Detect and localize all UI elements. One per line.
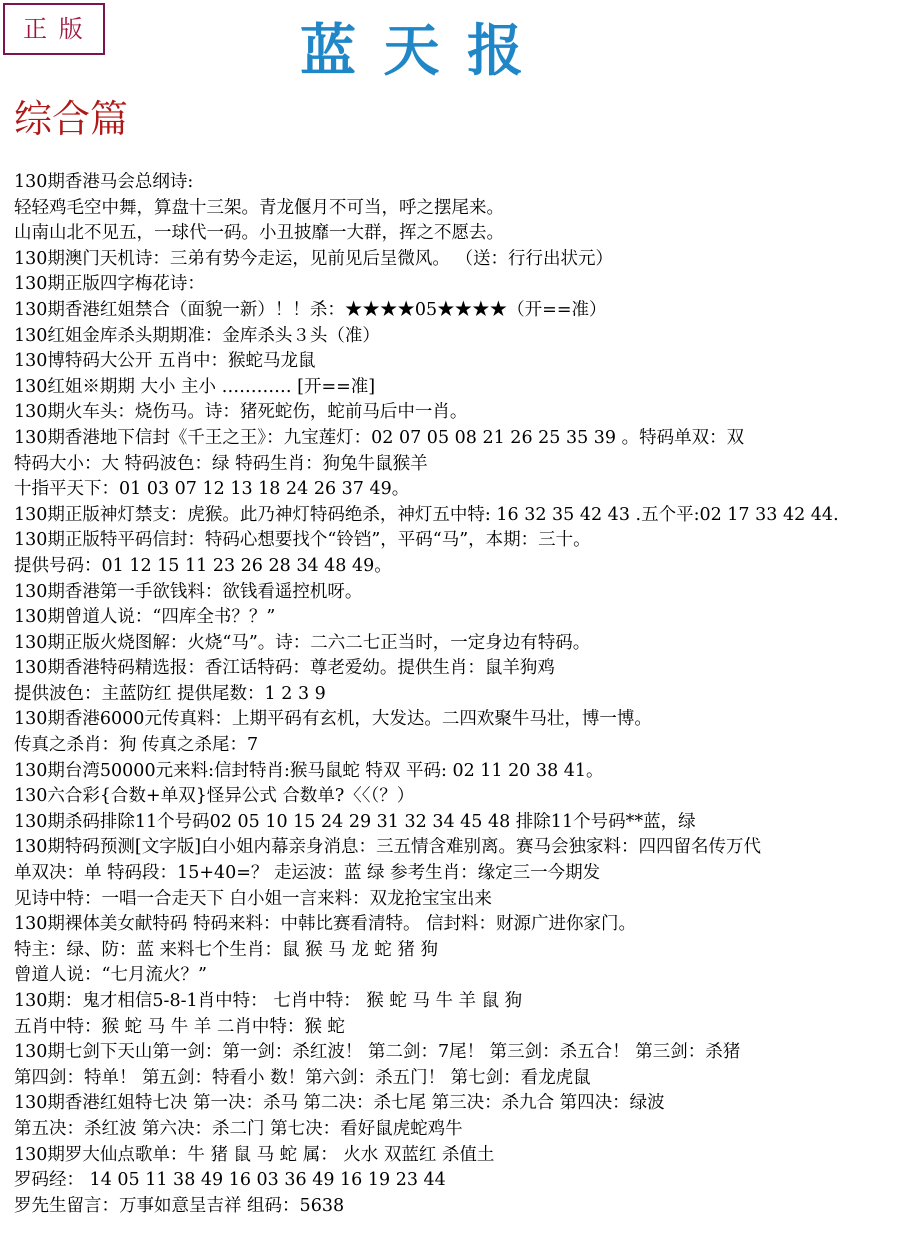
text-line: 130期曾道人说：“四库全书？？” xyxy=(14,607,276,628)
text-line: 130期正版特平码信封：特码心想要找个“铃铛”，平码“马”，本期：三十。 xyxy=(14,530,591,551)
text-line: 130期香港红姐特七决 第一决：杀马 第二决：杀七尾 第三决：杀九合 第四决：绿波 xyxy=(14,1093,665,1114)
newspaper-title: 蓝 天 报 xyxy=(300,18,527,84)
text-line: 提供号码：01 12 15 11 23 26 28 34 48 49。 xyxy=(14,555,392,576)
text-line: 五肖中特：猴 蛇 马 牛 羊 二肖中特：猴 蛇 xyxy=(14,1016,345,1037)
text-line: 130期七剑下天山第一剑：第一剑：杀红波！ 第二剑：7尾！ 第三剑：杀五合！ 第三剑：杀猪 xyxy=(14,1042,741,1063)
text-line: 曾道人说：“七月流火？” xyxy=(14,965,207,986)
text-line: 130博特码大公开 五肖中：猴蛇马龙鼠 xyxy=(14,351,316,372)
text-line: 130期杀码排除11个号码02 05 10 15 24 29 31 32 34 45 48 排除11个号码**蓝，绿 xyxy=(14,811,696,832)
text-line: 轻轻鸡毛空中舞，算盘十三架。青龙偃月不可当，呼之摆尾来。 xyxy=(14,197,504,218)
text-line: 130期澳门天机诗：三弟有势今走运，见前见后呈微风。 （送：行行出状元） xyxy=(14,248,613,269)
text-line: 传真之杀肖：狗 传真之杀尾：7 xyxy=(14,735,259,756)
text-line: 130红姐※期期 大小 主小 ………… [开==准] xyxy=(14,376,376,397)
text-line: 130期正版神灯禁支：虎猴。此乃神灯特码绝杀，神灯五中特: 16 32 35 42 43 .五个平:02 17 33 42 44. xyxy=(14,504,839,525)
text-line: 130期香港马会总纲诗: xyxy=(14,172,194,192)
text-line: 130期香港红姐禁合（面貌一新）！！杀：★★★★05★★★★（开==准） xyxy=(14,299,607,320)
text-line: 130期：鬼才相信5-8-1肖中特： 七肖中特： 猴 蛇 马 牛 羊 鼠 狗 xyxy=(14,991,523,1011)
content-lines xyxy=(14,170,900,1219)
text-line: 130期香港第一手欲钱料：欲钱看遥控机呀。 xyxy=(14,581,363,602)
text-line: 单双决：单 特码段：15+40=？ 走运波：蓝 绿 参考生肖：缘定三一今期发 xyxy=(14,863,601,884)
section-heading: 综合篇 xyxy=(14,97,129,141)
text-line: 130期香港特码精选报：香江话特码：尊老爱幼。提供生肖：鼠羊狗鸡 xyxy=(14,658,555,679)
text-line: 130红姐金库杀头期期准：金库杀头３头（准） xyxy=(14,325,380,346)
text-line: 山南山北不见五，一球代一码。小丑披靡一大群，挥之不愿去。 xyxy=(14,223,504,244)
text-line: 见诗中特：一唱一合走天下 白小姐一言来料：双龙抢宝宝出来 xyxy=(14,888,493,909)
text-line: 第五决：杀红波 第六决：杀二门 第七决：看好鼠虎蛇鸡牛 xyxy=(14,1118,463,1139)
text-line: 第四剑：特单！ 第五剑：特看小 数！第六剑：杀五门！ 第七剑：看龙虎鼠 xyxy=(14,1067,591,1088)
text-line: 130期裸体美女献特码 特码来料：中韩比赛看清特。 信封料：财源广进你家门。 xyxy=(14,914,637,935)
text-line: 罗先生留言：万事如意呈吉祥 组码：5638 xyxy=(14,1195,345,1216)
text-line: 十指平天下：01 03 07 12 13 18 24 26 37 49。 xyxy=(14,479,410,500)
text-line: 130期台湾50000元来料:信封特肖:猴马鼠蛇 特双 平码: 02 11 20 38 41。 xyxy=(14,760,604,781)
text-line: 罗码经： 14 05 11 38 49 16 03 36 49 16 19 23 44 xyxy=(14,1170,446,1191)
text-line: 130六合彩{合数+单双}怪异公式 合数单?〈〈（？） xyxy=(14,786,415,807)
text-line: 130期香港地下信封《千王之王》：九宝莲灯：02 07 05 08 21 26 25 35 39 。特码单双：双 xyxy=(14,427,745,448)
text-line: 130期正版四字梅花诗： xyxy=(14,274,205,295)
text-line: 提供波色：主蓝防红 提供尾数：1 2 3 9 xyxy=(14,683,326,704)
text-line: 130期香港6000元传真料：上期平码有玄机，大发达。二四欢聚牛马壮，博一博。 xyxy=(14,709,652,730)
text-line: 特码大小：大 特码波色：绿 特码生肖：狗兔牛鼠猴羊 xyxy=(14,453,428,474)
text-line: 130期特码预测[文字版]白小姐内幕亲身消息：三五情含难别离。赛马会独家料：四四留名传万代 xyxy=(14,837,762,858)
text-line: 特主：绿、防：蓝 来料七个生肖：鼠 猴 马 龙 蛇 猪 狗 xyxy=(14,939,438,960)
text-line: 130期罗大仙点歌单：牛 猪 鼠 马 蛇 属： 火水 双蓝红 杀值土 xyxy=(14,1144,495,1165)
text-line: 130期火车头：烧伤马。诗：猪死蛇伤，蛇前马后中一肖。 xyxy=(14,402,468,423)
text-line: 130期正版火烧图解：火烧“马”。诗：二六二七正当时，一定身边有特码。 xyxy=(14,632,591,653)
zhengban-badge: 正 版 xyxy=(3,3,105,55)
